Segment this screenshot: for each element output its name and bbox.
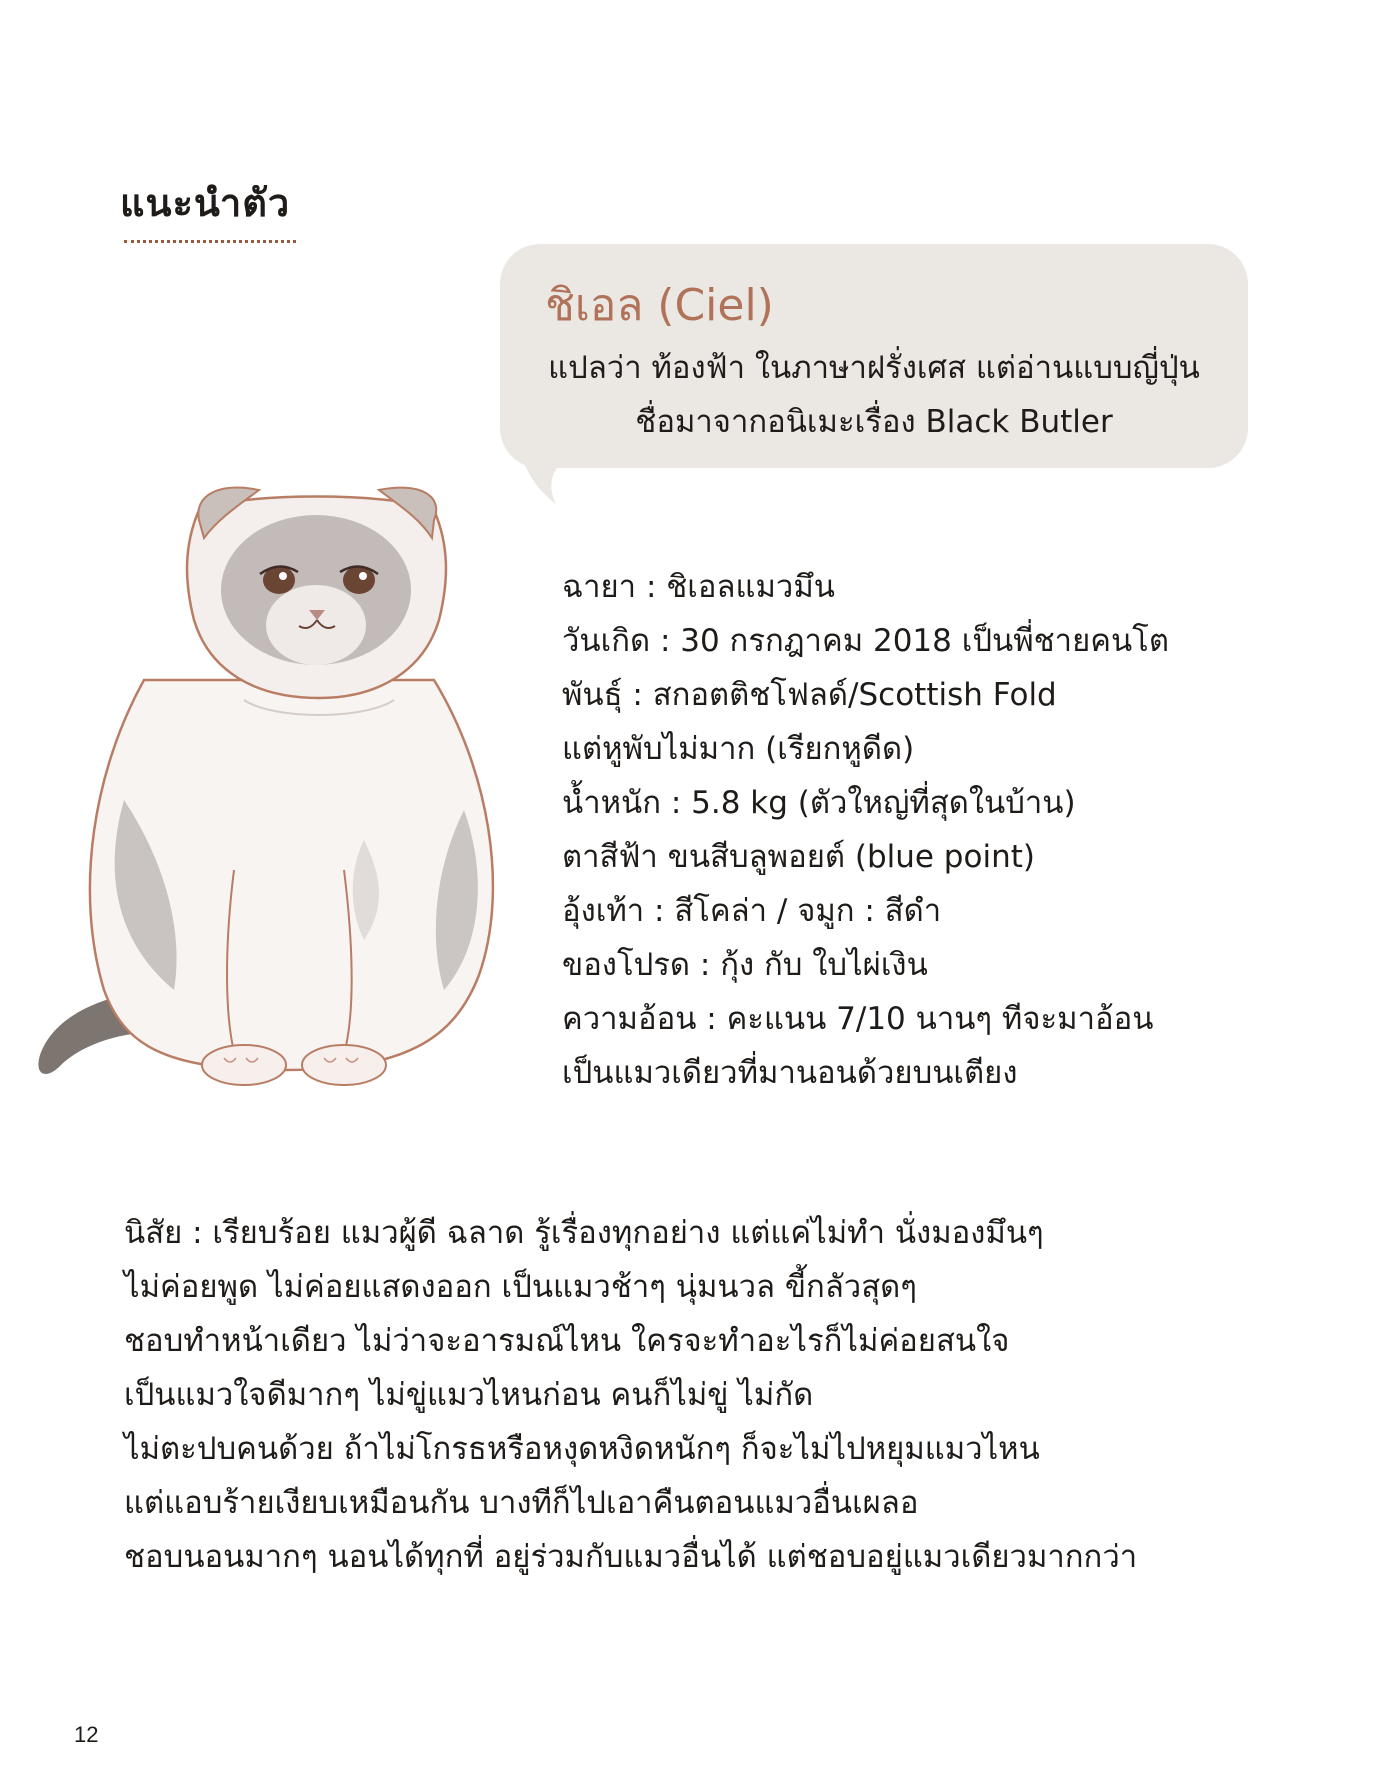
fact-coat: ตาสีฟ้า ขนสีบลูพอยต์ (blue point) (562, 839, 1035, 875)
page-number: 12 (74, 1722, 99, 1747)
personality-paragraph (124, 1206, 1304, 1584)
personality-line: ไม่ค่อยพูด ไม่ค่อยแสดงออก เป็นแมวช้าๆ นุ่มนวล ขี้กลัวสุดๆ (124, 1269, 917, 1305)
personality-line: ชอบนอนมากๆ นอนได้ทุกที่ อยู่ร่วมกับแมวอื่นได้ แต่ชอบอยู่แมวเดียวมากกว่า (124, 1539, 1138, 1575)
personality-line: แต่แอบร้ายเงียบเหมือนกัน บางทีก็ไปเอาคืนตอนแมวอื่นเผลอ (124, 1485, 919, 1521)
fact-breed: พันธุ์ : สกอตติชโฟลด์/Scottish Fold (562, 677, 1057, 713)
personality-line: นิสัย : เรียบร้อย แมวผู้ดี ฉลาด รู้เรื่องทุกอย่าง แต่แค่ไม่ทำ นั่งมองมึนๆ (124, 1215, 1044, 1251)
fact-ears: แต่หูพับไม่มาก (เรียกหูดีด) (562, 731, 915, 767)
fact-nickname: ฉายา : ชิเอลแมวมึน (562, 569, 835, 605)
fact-sleeping: เป็นแมวเดียวที่มานอนด้วยบนเตียง (562, 1055, 1018, 1091)
fact-birthday: วันเกิด : 30 กรกฎาคม 2018 เป็นพี่ชายคนโต (562, 623, 1169, 659)
name-meaning-line: แปลว่า ท้องฟ้า ในภาษาฝรั่งเศส แต่อ่านแบบญี่ปุ่น (548, 350, 1200, 386)
fact-favorites: ของโปรด : กุ้ง กับ ใบไผ่เงิน (562, 947, 928, 983)
name-origin-line: ชื่อมาจากอนิเมะเรื่อง Black Butler (635, 404, 1113, 440)
fact-weight: น้ำหนัก : 5.8 kg (ตัวใหญ่ที่สุดในบ้าน) (562, 785, 1076, 821)
profile-facts (562, 560, 1362, 1100)
personality-line: ไม่ตะปบคนด้วย ถ้าไม่โกรธหรือหงุดหงิดหนักๆ ก็จะไม่ไปหยุมแมวไหน (124, 1431, 1040, 1467)
cat-illustration (34, 470, 534, 1100)
fact-affection: ความอ้อน : คะแนน 7/10 นานๆ ทีจะมาอ้อน (562, 1001, 1154, 1037)
section-heading: แนะนำตัว (120, 181, 291, 225)
heading-dotted-underline (124, 240, 296, 243)
fact-paws-nose: อุ้งเท้า : สีโคล่า / จมูก : สีดำ (562, 893, 942, 929)
cat-name: ชิเอล (Ciel) (545, 280, 774, 331)
personality-line: ชอบทำหน้าเดียว ไม่ว่าจะอารมณ์ไหน ใครจะทำอะไรก็ไม่ค่อยสนใจ (124, 1323, 1010, 1359)
personality-line: เป็นแมวใจดีมากๆ ไม่ขู่แมวไหนก่อน คนก็ไม่ขู่ ไม่กัด (124, 1377, 814, 1413)
